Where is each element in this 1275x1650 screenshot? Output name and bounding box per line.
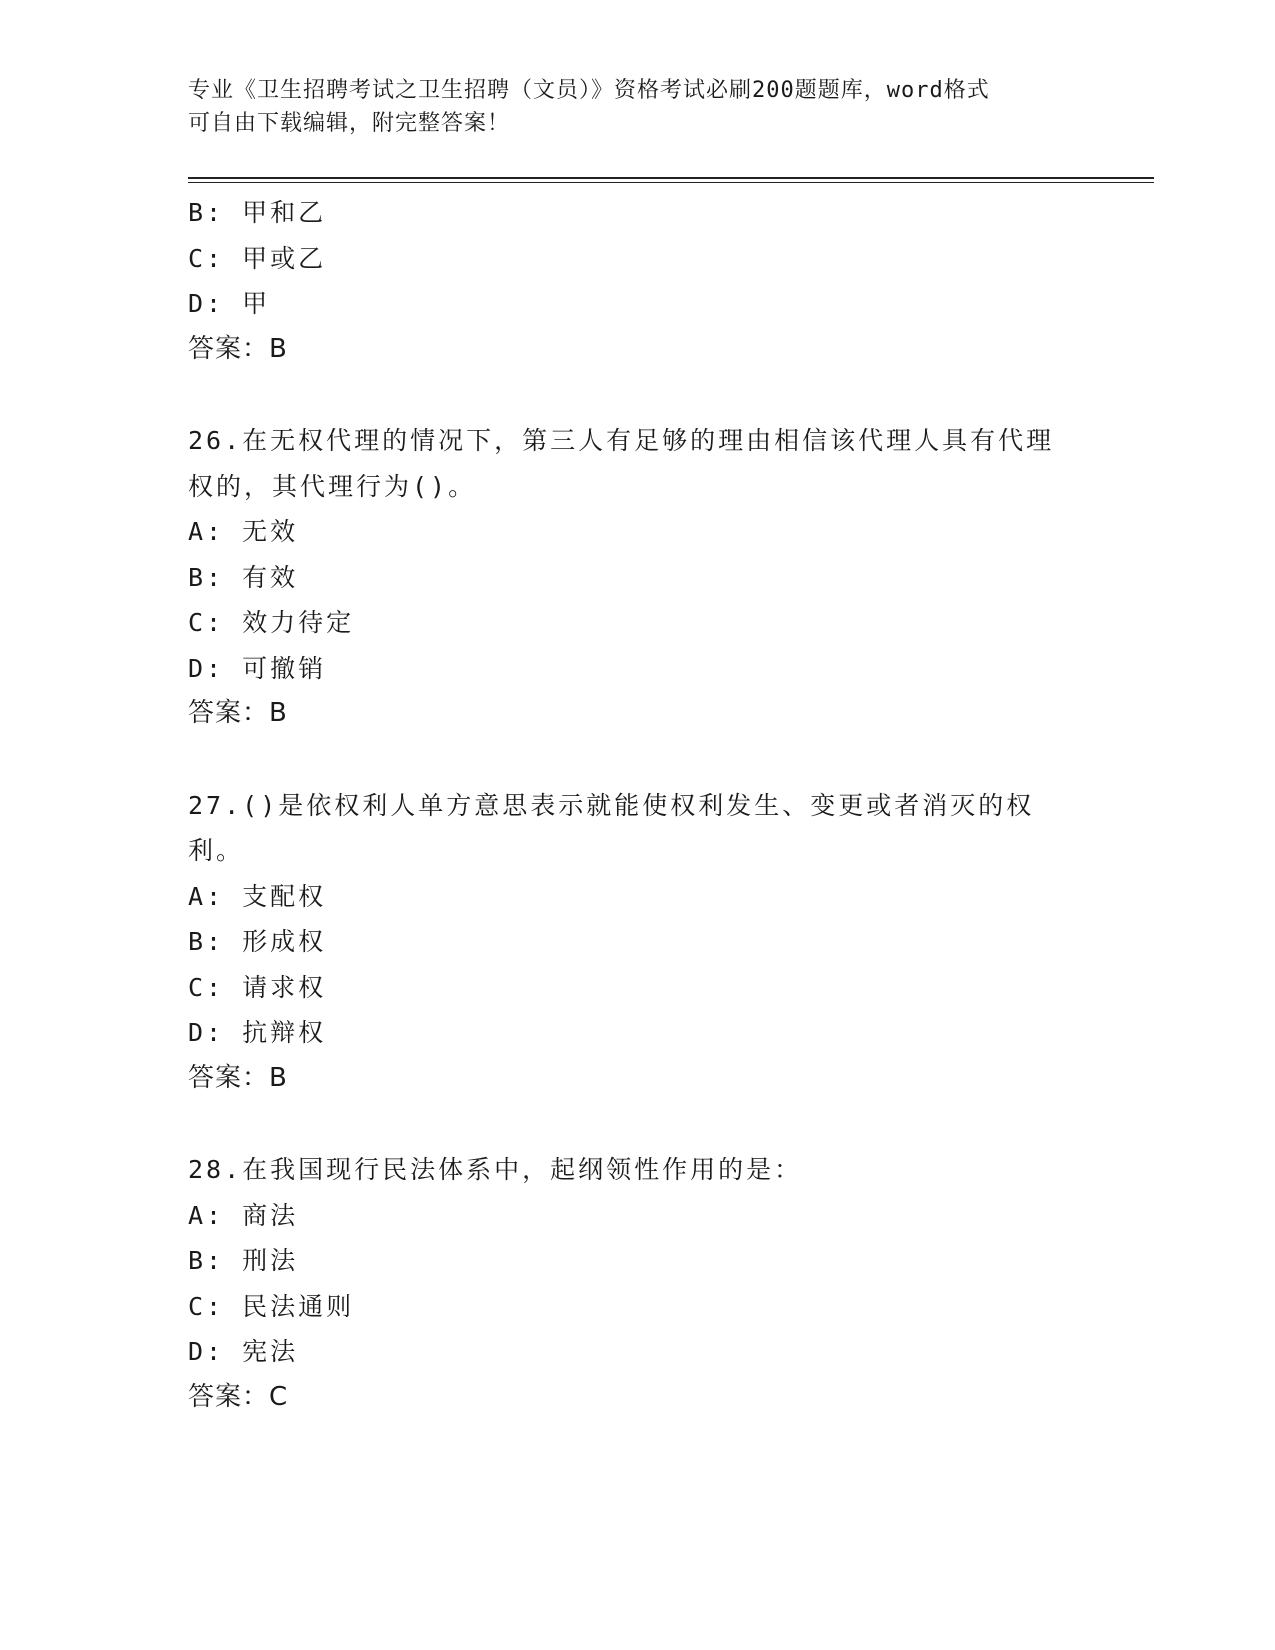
header-title-line-1: 专业《卫生招聘考试之卫生招聘（文员）》资格考试必刷200题题库，word格式 <box>188 78 990 103</box>
option-b: B: 有效 <box>188 562 299 592</box>
header-divider-thick <box>188 177 1154 179</box>
option-a: A: 商法 <box>188 1200 299 1230</box>
question-27 <box>188 783 1088 1102</box>
option-c: C: 请求权 <box>188 972 327 1002</box>
answer: 答案：C <box>188 1381 289 1412</box>
spacer <box>188 1101 1088 1147</box>
page-header <box>188 74 1068 140</box>
option-d: D: 甲 <box>188 289 271 318</box>
question-26 <box>188 418 1088 737</box>
option-c: C: 甲或乙 <box>188 243 327 273</box>
option-a: A: 支配权 <box>188 881 327 911</box>
option-c: C: 民法通则 <box>188 1291 355 1321</box>
option-b: B: 刑法 <box>188 1246 299 1275</box>
option-b: B: 形成权 <box>188 927 327 956</box>
option-b: B: 甲和乙 <box>188 198 327 227</box>
spacer <box>188 737 1088 783</box>
question-25-continued <box>188 190 1088 372</box>
option-c: C: 效力待定 <box>188 608 355 637</box>
option-d: D: 可撤销 <box>188 653 327 683</box>
question-28 <box>188 1147 1088 1420</box>
option-d: D: 抗辩权 <box>188 1018 327 1047</box>
header-divider-thin <box>188 182 1154 183</box>
option-d: D: 宪法 <box>188 1337 299 1366</box>
answer: 答案：B <box>188 698 288 728</box>
question-list <box>188 190 1088 1420</box>
question-stem: 26.在无权代理的情况下，第三人有足够的理由相信该代理人具有代理权的，其代理行为()。 <box>188 426 1055 501</box>
header-title-line-2: 可自由下载编辑，附完整答案！ <box>188 111 511 136</box>
option-a: A: 无效 <box>188 517 299 546</box>
answer: 答案：B <box>188 1062 288 1093</box>
question-stem: 27.()是依权利人单方意思表示就能使权利发生、变更或者消灭的权利。 <box>188 790 1035 865</box>
answer: 答案：B <box>188 333 288 364</box>
spacer <box>188 372 1088 418</box>
question-stem: 28.在我国现行民法体系中，起纲领性作用的是： <box>188 1155 803 1184</box>
